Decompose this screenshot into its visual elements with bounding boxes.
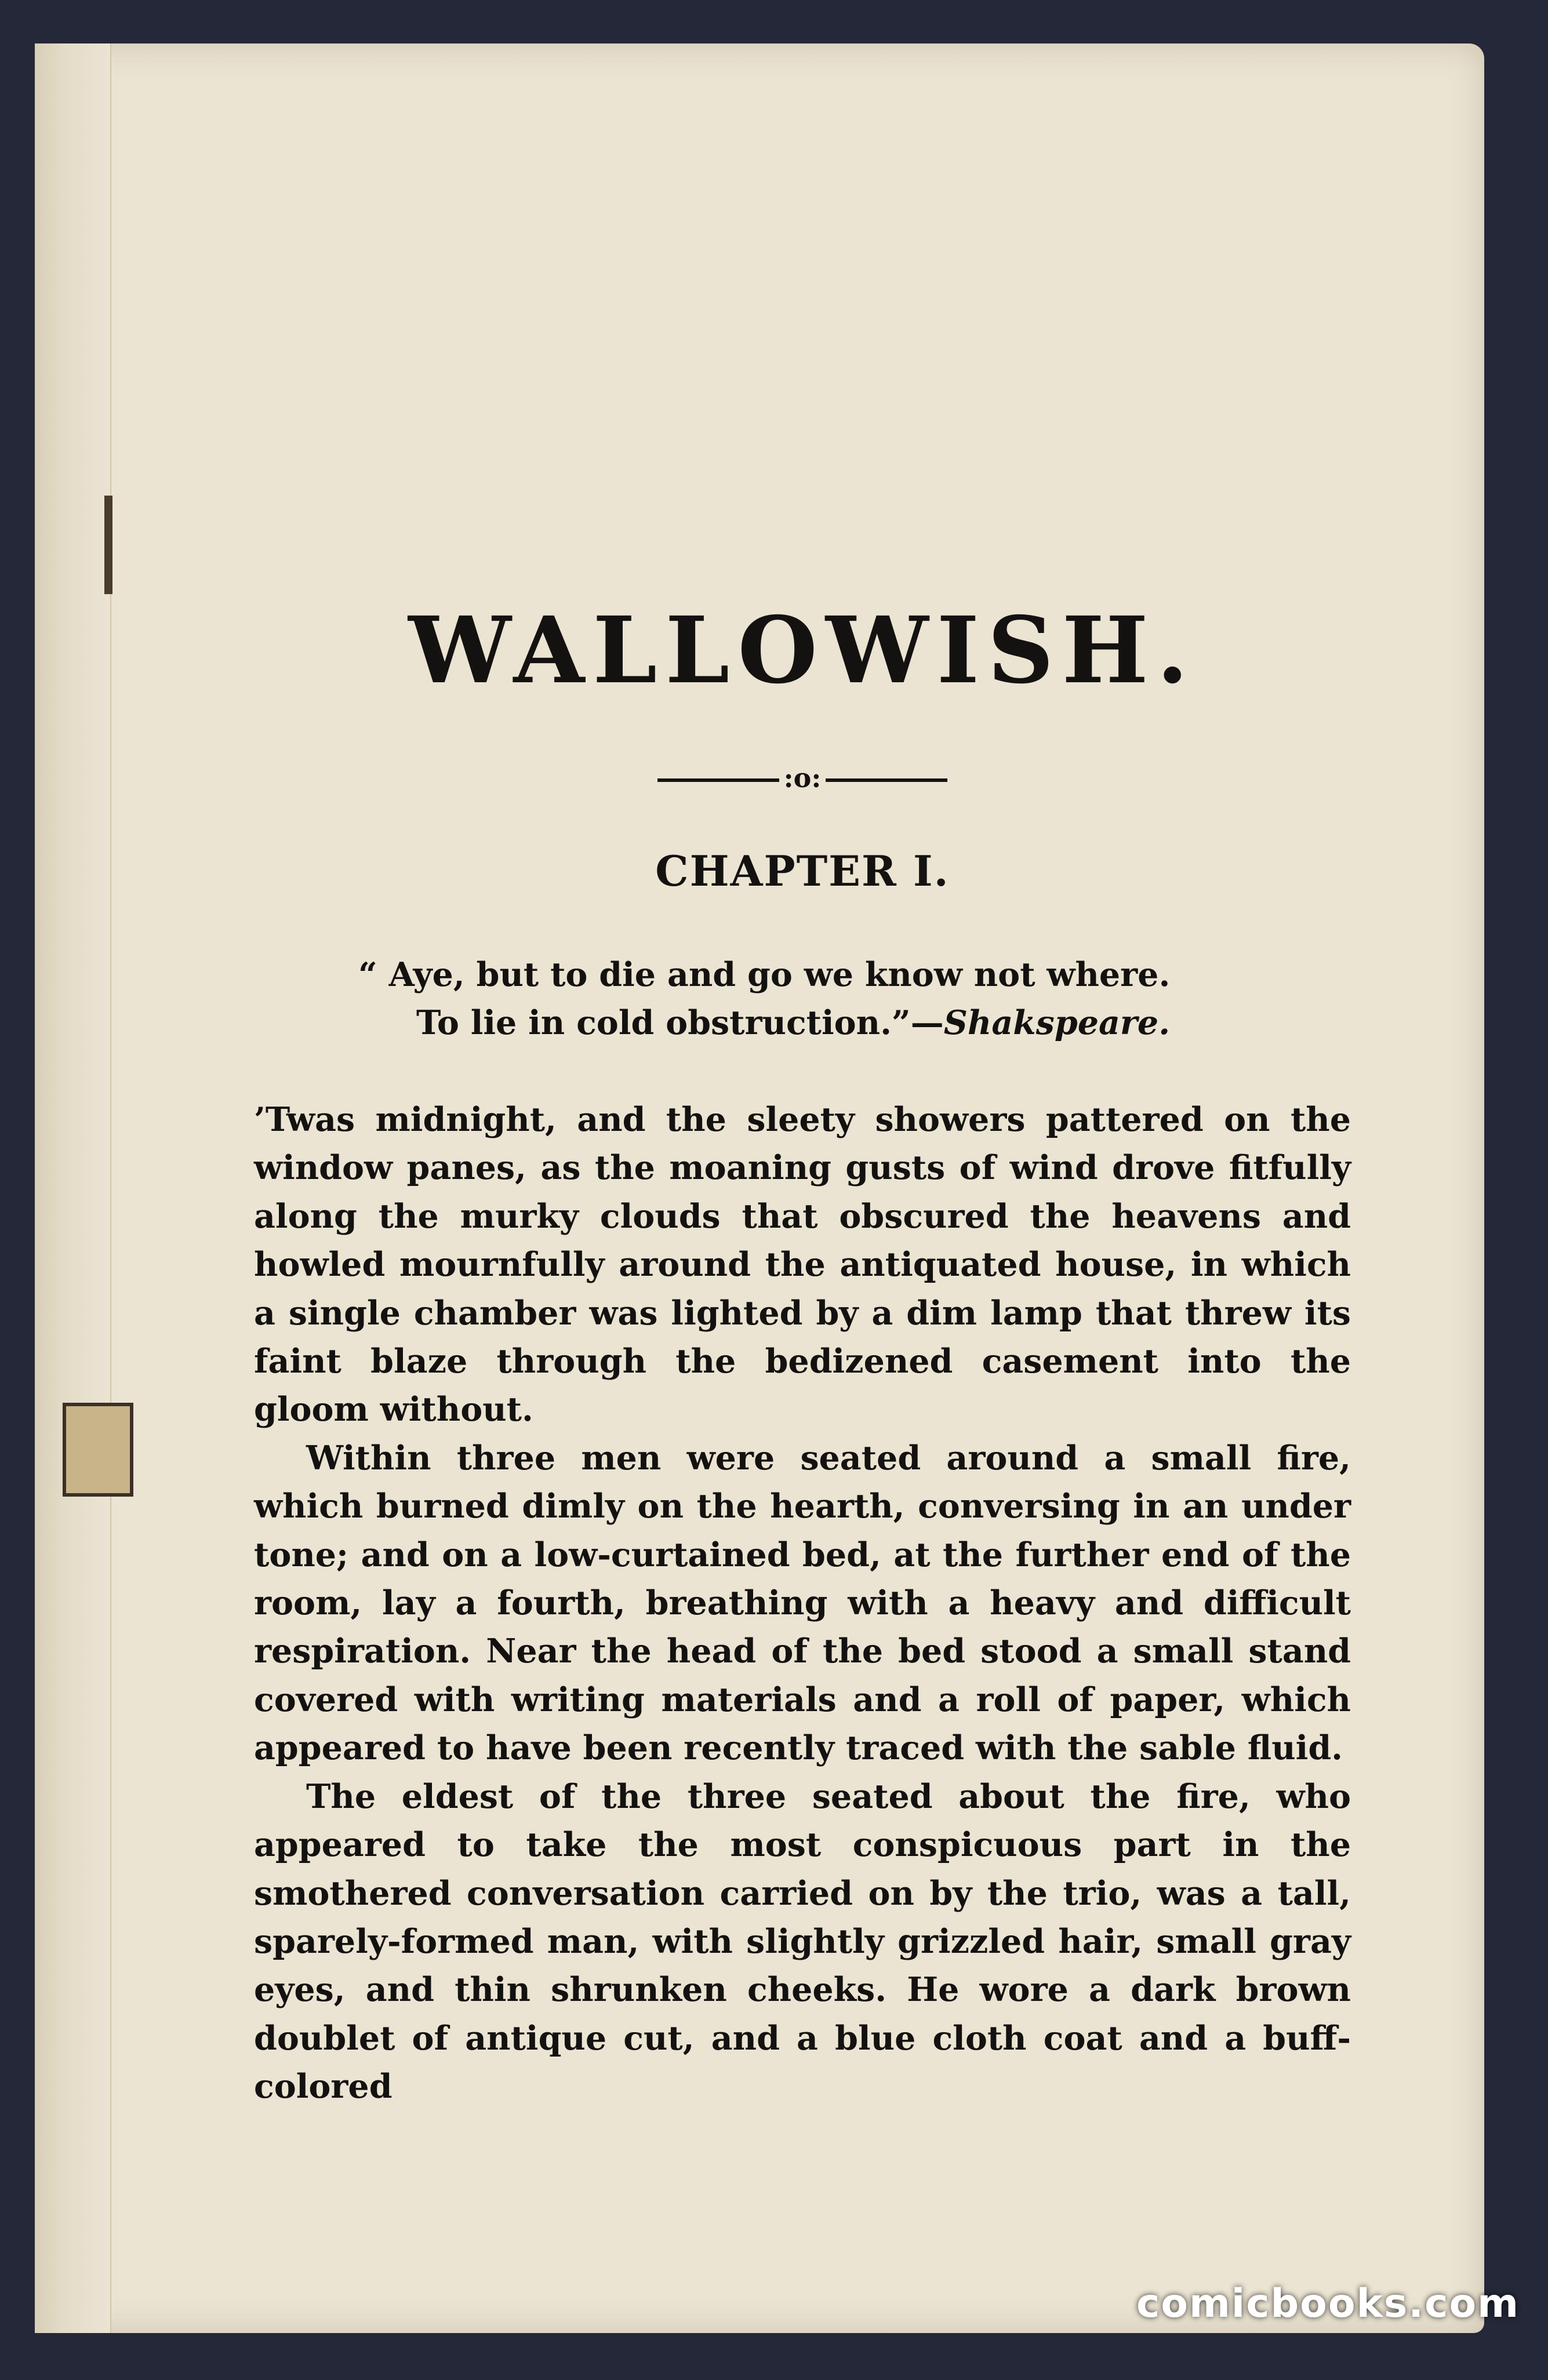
book-title: WALLOWISH.	[408, 597, 1197, 704]
paragraph-3: The eldest of the three seated about the fire, who appeared to take the most conspicuous part in the smothered conversation carried on by the trio, was a tall, sparely-formed man, with slightly grizzled hair, small gray eyes, and thin shrunken cheeks. He wore a dark brown doublet of antique cut, and a blue cloth coat and a buff-colored	[254, 1777, 1351, 2106]
paragraph-1: ’Twas midnight, and the sleety showers pattered on the window panes, as the moaning gusts of wind drove fitfully along the murky clouds that obscured the heavens and howled mournfully around the antiquated house, in which a single chamber was lighted by a dim lamp that threw its faint blaze through the bedizened casement into the gloom without.	[254, 1100, 1351, 1429]
epigraph-line-2	[358, 999, 1344, 1047]
book-page	[35, 43, 1484, 2333]
site-watermark: comicbooks.com	[1136, 2281, 1520, 2327]
paragraph-2: Within three men were seated around a small fire, which burned dimly on the hearth, conversing in an under tone; and on a low-curtained bed, at the further end of the room, lay a fourth, breathing with a heavy and difficult respiration. Near the head of the bed stood a small stand covered with writing materials and a roll of paper, which appeared to have been recently traced with the sable fluid.	[254, 1438, 1351, 1768]
binding-tape-mark	[63, 1403, 133, 1497]
divider-ornament: :o:	[783, 762, 822, 794]
epigraph-line-2-text: To lie in cold obstruction.”—	[416, 1003, 944, 1042]
chapter-heading: CHAPTER I.	[655, 846, 950, 896]
chapter-body	[254, 1096, 1351, 2111]
epigraph	[358, 951, 1344, 1047]
page-gutter	[35, 43, 111, 2333]
epigraph-author: Shakspeare.	[943, 1003, 1171, 1042]
title-divider	[254, 762, 1351, 794]
divider-line-left	[657, 778, 779, 782]
epigraph-line-1: “ Aye, but to die and go we know not where.	[358, 955, 1171, 994]
divider-line-right	[826, 778, 947, 782]
binding-staple-mark	[104, 496, 112, 594]
